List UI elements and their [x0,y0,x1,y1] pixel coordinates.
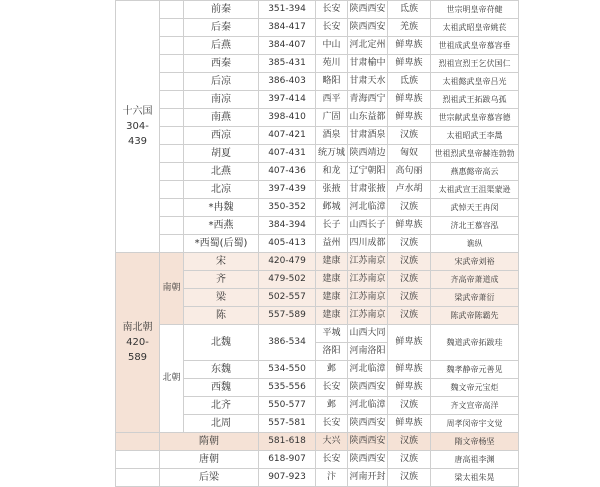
era-cell-north-south [116,253,160,433]
founder: 唐高祖李渊 [431,451,519,469]
dynasty-name: 齐 [184,271,259,289]
capital-location: 陕西西安 [348,415,388,433]
blank-era-cell [116,451,160,469]
dynasty-years: 550-577 [259,397,316,415]
capital: 益州 [316,235,348,253]
founder: 太祖武宣王沮渠蒙逊 [431,181,519,199]
dynasty-years: 397-439 [259,181,316,199]
dynasty-name: *西燕 [184,217,259,235]
table-row [116,253,519,271]
founder: 烈祖宣烈王乞伏国仁 [431,55,519,73]
subgroup-south: 南朝 [160,253,184,325]
capital: 和龙 [316,163,348,181]
capital: 洛阳 [316,343,348,361]
dynasty-name: 后凉 [184,73,259,91]
table-row [116,235,519,253]
table-row [116,19,519,37]
indent-cell [160,145,184,163]
capital-location: 江苏南京 [348,253,388,271]
table-row [116,127,519,145]
blank-era-cell [116,469,160,487]
indent-cell [160,217,184,235]
dynasty-name: 北齐 [184,397,259,415]
indent-cell [160,199,184,217]
capital: 苑川 [316,55,348,73]
ethnicity: 鲜卑族 [388,37,431,55]
table-row [116,1,519,19]
dynasty-name: 唐朝 [160,451,259,469]
ethnicity: 汉族 [388,307,431,325]
dynasty-years: 420-479 [259,253,316,271]
indent-cell [160,109,184,127]
dynasty-years: 535-556 [259,379,316,397]
founder: 燕惠懿帝高云 [431,163,519,181]
dynasty-years: 386-403 [259,73,316,91]
capital-location: 河北临漳 [348,397,388,415]
dynasty-name: 前秦 [184,1,259,19]
founder: 隋文帝杨坚 [431,433,519,451]
ethnicity: 匈奴 [388,145,431,163]
ethnicity: 鲜卑族 [388,361,431,379]
table-row [116,73,519,91]
dynasty-name: 北燕 [184,163,259,181]
indent-cell [160,73,184,91]
dynasty-name: 隋朝 [160,433,259,451]
table-row [116,433,519,451]
table-row [116,181,519,199]
ethnicity: 鲜卑族 [388,55,431,73]
table-row [116,163,519,181]
dynasty-name: 西秦 [184,55,259,73]
ethnicity: 氐族 [388,73,431,91]
dynasty-name: *冉魏 [184,199,259,217]
dynasty-years: 557-589 [259,307,316,325]
indent-cell [160,235,184,253]
dynasty-years: 407-436 [259,163,316,181]
dynasty-name: 后燕 [184,37,259,55]
founder: 魏道武帝拓跋珪 [431,325,519,361]
ethnicity: 汉族 [388,127,431,145]
founder: 世宗献武皇帝慕容德 [431,109,519,127]
capital-location: 甘肃酒泉 [348,127,388,145]
ethnicity: 氐族 [388,1,431,19]
dynasty-table [115,0,519,487]
indent-cell [160,19,184,37]
era-years: 420-589 [126,337,149,363]
table-row [116,55,519,73]
dynasty-name: 南燕 [184,109,259,127]
founder: 烈祖武王拓跋乌孤 [431,91,519,109]
ethnicity: 卢水胡 [388,181,431,199]
dynasty-name: 北凉 [184,181,259,199]
capital-location: 山西长子 [348,217,388,235]
capital-location: 青海西宁 [348,91,388,109]
dynasty-name: 北魏 [184,325,259,361]
dynasty-years: 398-410 [259,109,316,127]
capital: 建康 [316,289,348,307]
capital-location: 辽宁朝阳 [348,163,388,181]
capital-location: 河南洛阳 [348,343,388,361]
capital: 张掖 [316,181,348,199]
table-row [116,199,519,217]
founder: 太祖昭武王李暠 [431,127,519,145]
ethnicity: 汉族 [388,235,431,253]
capital-location: 甘肃天水 [348,73,388,91]
ethnicity: 高句丽 [388,163,431,181]
dynasty-name: 后秦 [184,19,259,37]
capital: 建康 [316,253,348,271]
indent-cell [160,127,184,145]
dynasty-years: 557-581 [259,415,316,433]
table-row [116,145,519,163]
dynasty-years: 534-550 [259,361,316,379]
capital: 邺 [316,361,348,379]
capital: 汴 [316,469,348,487]
indent-cell [160,1,184,19]
table-row [116,91,519,109]
capital-location: 河北临漳 [348,361,388,379]
era-years: 304-439 [126,121,149,147]
dynasty-years: 384-407 [259,37,316,55]
table-row [116,37,519,55]
capital: 中山 [316,37,348,55]
dynasty-years: 407-421 [259,127,316,145]
capital-location: 江苏南京 [348,271,388,289]
capital-location: 江苏南京 [348,307,388,325]
capital: 西平 [316,91,348,109]
era-name: 南北朝 [122,322,153,333]
dynasty-years: 384-394 [259,217,316,235]
dynasty-name: 胡夏 [184,145,259,163]
capital-location: 山西大同 [348,325,388,343]
capital-location: 河北定州 [348,37,388,55]
capital-location: 甘肃榆中 [348,55,388,73]
ethnicity: 汉族 [388,397,431,415]
capital: 广固 [316,109,348,127]
founder: 太祖武昭皇帝姚苌 [431,19,519,37]
ethnicity: 鲜卑族 [388,91,431,109]
founder: 周孝闵帝宇文觉 [431,415,519,433]
ethnicity: 鲜卑族 [388,217,431,235]
ethnicity: 汉族 [388,451,431,469]
dynasty-years: 581-618 [259,433,316,451]
indent-cell [160,181,184,199]
capital: 长安 [316,379,348,397]
table-row [116,109,519,127]
founder: 梁武帝萧衍 [431,289,519,307]
era-cell-sixteen-kingdoms [116,1,160,253]
ethnicity: 汉族 [388,199,431,217]
founder: 陈武帝陈霸先 [431,307,519,325]
table-row [116,469,519,487]
dynasty-name: 陈 [184,307,259,325]
capital: 长安 [316,19,348,37]
capital-location: 陕西西安 [348,1,388,19]
dynasty-years: 479-502 [259,271,316,289]
ethnicity: 汉族 [388,289,431,307]
founder: 魏孝静帝元善见 [431,361,519,379]
capital-location: 陕西西安 [348,379,388,397]
ethnicity: 汉族 [388,271,431,289]
dynasty-years: 350-352 [259,199,316,217]
dynasty-years: 385-431 [259,55,316,73]
dynasty-name: 东魏 [184,361,259,379]
dynasty-years: 384-417 [259,19,316,37]
dynasty-years: 351-394 [259,1,316,19]
founder: 济北王慕容泓 [431,217,519,235]
capital-location: 四川成都 [348,235,388,253]
subgroup-north: 北朝 [160,325,184,433]
dynasty-name: *西蜀(后蜀) [184,235,259,253]
ethnicity: 鲜卑族 [388,109,431,127]
dynasty-name: 南凉 [184,91,259,109]
founder: 世宗明皇帝苻健 [431,1,519,19]
capital: 长安 [316,451,348,469]
capital: 略阳 [316,73,348,91]
table-row [116,451,519,469]
ethnicity: 鲜卑族 [388,325,431,361]
dynasty-name: 宋 [184,253,259,271]
capital: 建康 [316,271,348,289]
capital: 长安 [316,1,348,19]
founder: 宋武帝刘裕 [431,253,519,271]
ethnicity: 汉族 [388,433,431,451]
ethnicity: 鲜卑族 [388,415,431,433]
founder: 世祖成武皇帝慕容垂 [431,37,519,55]
capital-location: 河北临漳 [348,199,388,217]
founder: 谯纵 [431,235,519,253]
indent-cell [160,163,184,181]
table-row [116,325,519,343]
capital-location: 甘肃张掖 [348,181,388,199]
founder: 武悼天王冉闵 [431,199,519,217]
founder: 梁太祖朱晃 [431,469,519,487]
capital-location: 江苏南京 [348,289,388,307]
founder: 魏文帝元宝炬 [431,379,519,397]
capital: 酒泉 [316,127,348,145]
indent-cell [160,91,184,109]
capital: 长安 [316,415,348,433]
dynasty-name: 后梁 [160,469,259,487]
capital: 长子 [316,217,348,235]
dynasty-name: 北周 [184,415,259,433]
dynasty-years: 502-557 [259,289,316,307]
capital-location: 陕西西安 [348,19,388,37]
capital-location: 山东益都 [348,109,388,127]
capital: 建康 [316,307,348,325]
blank-era-cell [116,433,160,451]
era-name: 十六国 [122,106,153,117]
capital: 邺城 [316,199,348,217]
ethnicity: 羌族 [388,19,431,37]
dynasty-years: 907-923 [259,469,316,487]
capital-location: 河南开封 [348,469,388,487]
capital: 平城 [316,325,348,343]
ethnicity: 汉族 [388,469,431,487]
founder: 齐高帝萧道成 [431,271,519,289]
ethnicity: 鲜卑族 [388,379,431,397]
dynasty-years: 407-431 [259,145,316,163]
indent-cell [160,55,184,73]
founder: 齐文宣帝高洋 [431,397,519,415]
dynasty-name: 西魏 [184,379,259,397]
table-row [116,217,519,235]
dynasty-years: 397-414 [259,91,316,109]
dynasty-years: 386-534 [259,325,316,361]
capital-location: 陕西西安 [348,451,388,469]
dynasty-years: 618-907 [259,451,316,469]
capital-location: 陕西西安 [348,433,388,451]
capital: 邺 [316,397,348,415]
founder: 世祖烈武皇帝赫连勃勃 [431,145,519,163]
capital: 大兴 [316,433,348,451]
indent-cell [160,37,184,55]
ethnicity: 汉族 [388,253,431,271]
capital-location: 陕西靖边 [348,145,388,163]
dynasty-years: 405-413 [259,235,316,253]
dynasty-name: 西凉 [184,127,259,145]
dynasty-name: 梁 [184,289,259,307]
capital: 统万城 [316,145,348,163]
founder: 太祖懿武皇帝吕光 [431,73,519,91]
